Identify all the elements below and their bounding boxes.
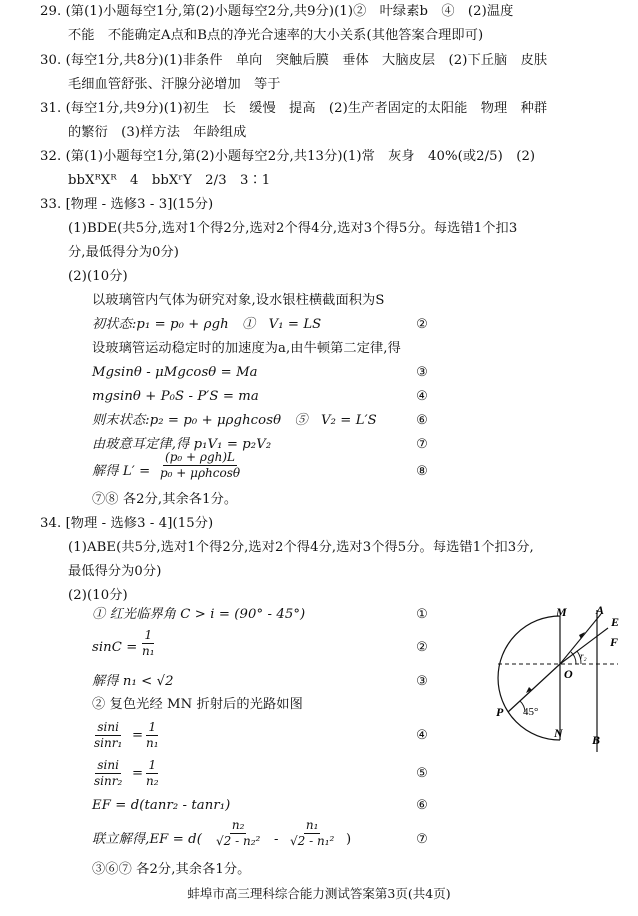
q34-step8-denominator1: √2 - n₂² <box>216 834 261 848</box>
q31-line2: 的繁衍 (3)样方法 年龄组成 <box>68 125 247 140</box>
q34-step5-rhs-fraction <box>144 720 161 751</box>
q34-step8-numerator1: n₂ <box>231 818 245 832</box>
q34-step8-close: ) <box>346 832 352 847</box>
label-r2: r₂ <box>580 651 587 661</box>
q33-mark: ⑧ <box>416 464 428 479</box>
q34-step5-lhs-denominator: sinr₁ <box>94 736 123 750</box>
q33-title: 33. [物理 - 选修3 - 3](15分) <box>40 197 214 212</box>
q34-scoring-note: ③⑥⑦ 各2分,其余各1分。 <box>92 862 251 877</box>
semicircle-glass <box>498 616 560 740</box>
q34-step5-lhs-fraction <box>92 720 124 751</box>
q34-part2-title: (2)(10分) <box>68 588 128 603</box>
q32-line2: bbXᴿXᴿ 4 bbXʳY 2/3 3∶1 <box>68 173 271 188</box>
q34-step1: ① 红光临界角 C > i = (90° - 45°) <box>92 607 306 622</box>
q34-step8-denominator2: √2 - n₁² <box>290 834 335 848</box>
q34-mark: ② <box>416 640 428 655</box>
q34-step8-numerator2: n₁ <box>305 818 319 832</box>
q34-step5-lhs-numerator: sini <box>97 720 119 734</box>
q34-part1-line1: (1)ABE(共5分,选对1个得2分,选对2个得4分,选对3个得5分。每选错1个扣3分, <box>68 540 534 555</box>
q34-step8-lhs: 联立解得,EF = d( <box>92 832 202 847</box>
q34-step5-equals: = <box>132 728 144 743</box>
q33-step3: 设玻璃管运动稳定时的加速度为a,由牛顿第二定律,得 <box>92 341 401 356</box>
q33-step8-fraction <box>158 450 242 481</box>
q34-step6-equals: = <box>132 766 144 781</box>
label-a: A <box>596 604 605 617</box>
q34-step6-rhs-fraction <box>144 758 161 789</box>
q33-mark: ⑦ <box>416 437 428 452</box>
q33-part1-line1: (1)BDE(共5分,选对1个得2分,选对2个得4分,选对3个得5分。每选错1个扣3 <box>68 221 518 236</box>
q34-mark: ⑦ <box>416 832 428 847</box>
q33-step6: 则末状态:p₂ = p₀ + μρghcosθ ⑤ V₂ = L′S <box>92 413 377 428</box>
q34-step2-denominator: n₁ <box>142 644 155 658</box>
q34-mark: ④ <box>416 728 428 743</box>
q34-mark: ⑥ <box>416 798 428 813</box>
q33-scoring-note: ⑦⑧ 各2分,其余各1分。 <box>92 492 238 507</box>
q34-mark: ① <box>416 607 428 622</box>
q30-line2: 毛细血管舒张、汗腺分泌增加 等于 <box>68 77 281 92</box>
q33-step4: Mgsinθ - μMgcosθ = Ma <box>92 365 258 380</box>
q33-mark: ③ <box>416 365 428 380</box>
q34-step8-minus: - <box>274 832 279 847</box>
q29-line2: 不能 不能确定A点和B点的净光合速率的大小关系(其他答案合理即可) <box>68 28 484 43</box>
q33-step1: 以玻璃管内气体为研究对象,设水银柱横截面积为S <box>92 293 385 308</box>
q34-part1-line2: 最低得分为0分) <box>68 564 162 579</box>
q34-step6-lhs-fraction <box>92 758 124 789</box>
q34-title: 34. [物理 - 选修3 - 4](15分) <box>40 516 214 531</box>
q34-mark: ⑤ <box>416 766 428 781</box>
q33-mark: ⑥ <box>416 413 428 428</box>
q34-step5-rhs-denominator: n₁ <box>146 736 159 750</box>
q33-step8-numerator: (p₀ + ρgh)L <box>165 450 236 464</box>
label-45deg: 45° <box>523 706 539 718</box>
label-b: B <box>592 733 601 747</box>
q29-line1: 29. (第(1)小题每空1分,第(2)小题每空2分,共9分)(1)② 叶绿素b ④ (2)温度 <box>40 4 514 19</box>
q33-step8-lhs: 解得 L′ = <box>92 464 151 479</box>
q33-mark: ④ <box>416 389 428 404</box>
label-n: N <box>554 726 563 740</box>
q32-line1: 32. (第(1)小题每空1分,第(2)小题每空2分,共13分)(1)常 灰身 40%(或2/5) (2) <box>40 149 536 164</box>
q34-step6-rhs-numerator: 1 <box>148 758 157 772</box>
q34-step7: EF = d(tanr₂ - tanr₁) <box>92 798 231 813</box>
q33-step5: mgsinθ + P₀S - P′S = ma <box>92 389 259 404</box>
q34-mark: ③ <box>416 674 428 689</box>
label-m: M <box>556 605 567 619</box>
q31-line1: 31. (每空1分,共9分)(1)初生 长 缓慢 提高 (2)生产者固定的太阳能 物理 种群 <box>40 101 548 116</box>
q33-step2: 初状态:p₁ = p₀ + ρgh ① V₁ = LS <box>92 317 322 332</box>
label-f: F <box>610 635 619 649</box>
q34-step5-rhs-numerator: 1 <box>148 720 157 734</box>
q34-step8-fraction2 <box>288 818 336 849</box>
q33-part2-title: (2)(10分) <box>68 269 128 284</box>
label-p: P <box>496 705 504 719</box>
label-e: E <box>611 615 620 629</box>
q34-step2-fraction <box>140 628 157 659</box>
q33-part1-line2: 分,最低得分为0分) <box>68 245 180 260</box>
q34-step4: ② 复色光经 MN 折射后的光路如图 <box>92 697 303 712</box>
q34-step3: 解得 n₁ < √2 <box>92 674 174 689</box>
q33-step7: 由玻意耳定律,得 p₁V₁ = p₂V₂ <box>92 437 272 452</box>
optics-diagram <box>480 604 630 754</box>
q34-step8-fraction1 <box>214 818 262 849</box>
q34-step6-lhs-numerator: sini <box>97 758 119 772</box>
q34-step2-numerator: 1 <box>144 628 153 642</box>
q30-line1: 30. (每空1分,共8分)(1)非条件 单向 突触后膜 垂体 大脑皮层 (2)下丘脑 皮肤 <box>40 53 548 68</box>
q33-step8-denominator: p₀ + μρhcosθ <box>160 466 241 480</box>
incident-ray <box>508 664 560 712</box>
label-o: O <box>564 667 573 681</box>
q33-mark: ② <box>416 317 428 332</box>
q34-step6-rhs-denominator: n₂ <box>146 774 159 788</box>
page-footer: 蚌埠市高三理科综合能力测试答案第3页(共4页) <box>187 886 451 901</box>
q34-step6-lhs-denominator: sinr₂ <box>94 774 123 788</box>
q34-step2-lhs: sinC = <box>92 640 138 655</box>
